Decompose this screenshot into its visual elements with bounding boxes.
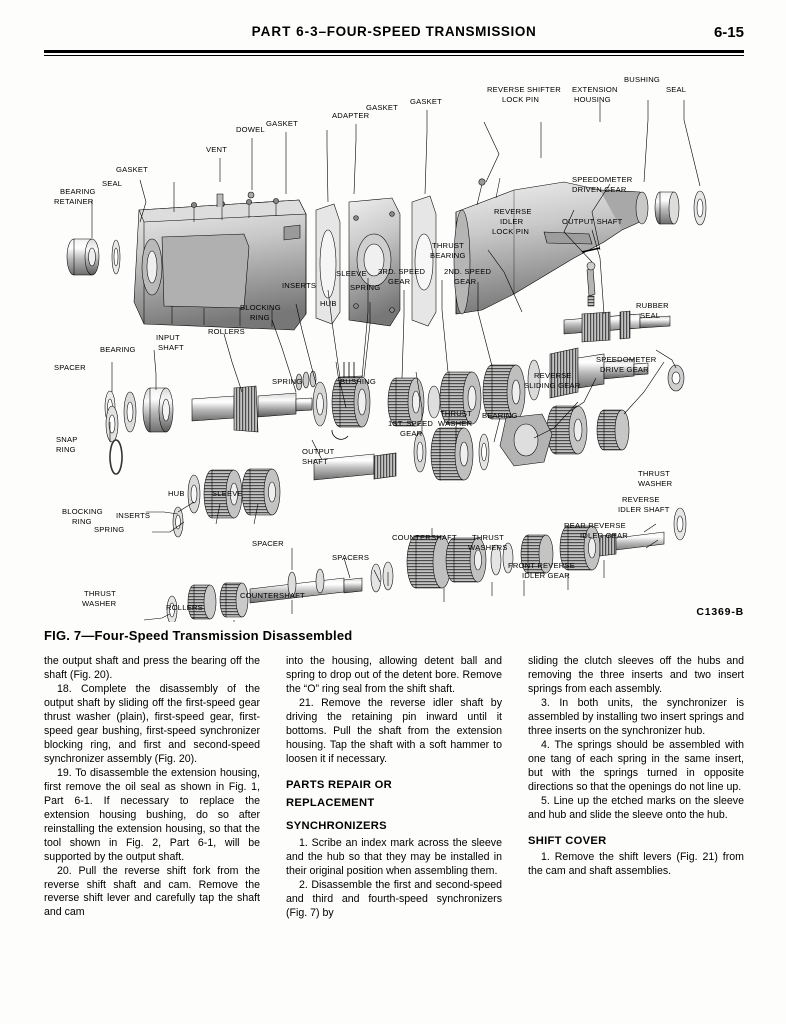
label-sliding-gear: SLIDING GEAR <box>524 381 581 390</box>
paragraph: the output shaft and press the bearing off the shaft (Fig. 20). <box>44 655 260 681</box>
label-lock-pin: LOCK PIN <box>502 95 540 104</box>
label-spacer-1: SPACER <box>54 363 86 372</box>
paragraph: 19. To disassemble the extension housing, first remove the oil seal as shown in Fig. 1, Part 6-1. If necessary to replace the extension housing bushing, do so after reinstalling the extension housing, so that the tool shown in Fig. 2, Part 6-1, will be supported by the output shaft. <box>44 766 260 863</box>
paragraph: 20. Pull the reverse shift fork from the reverse shift shaft and cam. Remove the reverse shift lever and carefully tap the shaft and cam <box>44 864 260 919</box>
label-spring-3: SPRING <box>94 525 125 534</box>
column-2 <box>286 655 502 995</box>
paragraph: 1. Remove the shift levers (Fig. 21) from the cam and shaft assemblies. <box>528 851 744 878</box>
label-gear-1st: GEAR <box>400 429 423 438</box>
label-bearing-3: BEARING <box>482 411 518 420</box>
label-reverse: REVERSE <box>494 207 532 216</box>
label-rear-reverse: REAR REVERSE <box>564 521 626 530</box>
label-sleeve-2: SLEEVE <box>212 489 243 498</box>
label-gear-2nd: GEAR <box>454 277 477 286</box>
paragraph: 21. Remove the reverse idler shaft by driving the retaining pin inward until it bottoms. Pull the shaft from the extension housing. Tap the shaft with a soft hammer to loosen it if necessary. <box>286 696 502 765</box>
header-rule <box>44 50 744 53</box>
figure-caption: FIG. 7—Four-Speed Transmission Disassembled <box>44 628 353 643</box>
label-adapter: ADAPTER <box>332 111 370 120</box>
paragraph: 3. In both units, the synchronizer is assembled by installing two insert springs and three inserts on the synchronizer hub. <box>528 696 744 737</box>
label-front-reverse: FRONT REVERSE <box>508 561 576 570</box>
label-vent: VENT <box>206 145 228 154</box>
header-dash: – <box>318 24 327 39</box>
label-idler-shaft: IDLER SHAFT <box>618 505 670 514</box>
label-gasket-3: GASKET <box>266 119 299 128</box>
label-blocking-1: BLOCKING <box>240 303 281 312</box>
label-inserts-1: INSERTS <box>282 281 317 290</box>
label-spring-1: SPRING <box>350 283 381 292</box>
transmission-exploded-diagram <box>44 62 744 622</box>
label-retainer: RETAINER <box>54 197 94 206</box>
label-bearing-thrust: BEARING <box>430 251 466 260</box>
label-output: OUTPUT <box>302 447 335 456</box>
label-spacer-2: SPACER <box>252 539 284 548</box>
label-gasket-1: GASKET <box>410 97 443 106</box>
label-thrust-2: THRUST <box>440 409 472 418</box>
label-speedometer-2: SPEEDOMETER <box>596 355 657 364</box>
label-inserts-2: INSERTS <box>116 511 151 520</box>
header-rule-thin <box>44 55 744 56</box>
label-bushing-2: BUSHING <box>340 377 376 386</box>
label-idler: IDLER <box>500 217 524 226</box>
label-washer-2: WASHER <box>438 419 473 428</box>
section-heading-shift-cover: SHIFT COVER <box>528 834 607 847</box>
body-columns <box>44 655 744 995</box>
paragraph: 4. The springs should be assembled with one tang of each spring in the same insert, but with the springs turned in opposite directions so that the openings do not line up. <box>528 738 744 793</box>
label-front-idler-gear: IDLER GEAR <box>522 571 570 580</box>
label-thrust-5: THRUST <box>84 589 116 598</box>
label-rubber: RUBBER <box>636 301 669 310</box>
label-bearing-2: BEARING <box>100 345 136 354</box>
label-reverse-2: REVERSE <box>534 371 572 380</box>
paragraph: 5. Line up the etched marks on the sleeve and hub and slide the sleeve onto the hub. <box>528 794 744 821</box>
label-washer-4: WASHER <box>638 479 673 488</box>
label-thrust-4: THRUST <box>638 469 670 478</box>
label-bearing-left: BEARING <box>60 187 96 196</box>
page-number: 6-15 <box>713 24 744 41</box>
label-idler-lock-pin: LOCK PIN <box>492 227 530 236</box>
label-output-shaft-top: OUTPUT SHAFT <box>562 217 623 226</box>
label-gasket-4: GASKET <box>116 165 149 174</box>
label-rollers-2: ROLLERS <box>166 603 203 612</box>
label-2nd-speed: 2ND. SPEED <box>444 267 492 276</box>
label-snap: SNAP <box>56 435 78 444</box>
page-header <box>44 24 744 52</box>
label-speedometer: SPEEDOMETER <box>572 175 633 184</box>
paragraph: 2. Disassemble the first and second-speed and third and fourth-speed synchronizers (Fig. 7) by <box>286 879 502 919</box>
label-ring-snap: RING <box>56 445 76 454</box>
section-heading-parts-repair: PARTS REPAIR OR <box>286 778 393 791</box>
label-1st-speed: 1ST. SPEED <box>388 419 434 428</box>
section-heading-replacement: REPLACEMENT <box>286 796 375 809</box>
label-driven-gear: DRIVEN GEAR <box>572 185 627 194</box>
label-ring-2: RING <box>72 517 92 526</box>
paragraph: 1. Scribe an index mark across the sleeve and the hub so that they may be installed in their original position when assembling them. <box>286 837 502 878</box>
paragraph: into the housing, allowing detent ball and spring to drop out of the detent bore. Remove the “O” ring seal from the shift shaft. <box>286 655 502 695</box>
label-blocking-2: BLOCKING <box>62 507 103 516</box>
label-thrust-3: THRUST <box>472 533 504 542</box>
paragraph: sliding the clutch sleeves off the hubs and removing the three inserts and two insert springs from each assembly. <box>528 655 744 695</box>
label-seal-left: SEAL <box>102 179 123 188</box>
label-seal-top: SEAL <box>666 85 687 94</box>
header-part-label: PART 6-3 <box>251 24 319 39</box>
label-gasket-2: GASKET <box>366 103 399 112</box>
label-hub-2: HUB <box>168 489 185 498</box>
label-rear-idler-gear: IDLER GEAR <box>580 531 628 540</box>
label-housing: HOUSING <box>574 95 611 104</box>
label-reverse-3: REVERSE <box>622 495 660 504</box>
label-spring-2: SPRING <box>272 377 303 386</box>
label-hub-1: HUB <box>320 299 337 308</box>
label-dowel: DOWEL <box>236 125 265 134</box>
section-heading-synchronizers: SYNCHRONIZERS <box>286 820 387 833</box>
label-bushing: BUSHING <box>624 75 660 84</box>
header-title <box>44 24 744 39</box>
label-countershaft-1: COUNTERSHAFT <box>392 533 457 542</box>
paragraph: 18. Complete the disassembly of the output shaft by sliding off the first-speed gear thrust washer (plain), first-speed gear, first-speed gear bushing, first-speed synchronizer blocking ring, and first and second-speed synchronizer assembly (Fig. 20). <box>44 682 260 765</box>
column-3 <box>528 655 744 995</box>
label-reverse-shifter: REVERSE SHIFTER <box>487 85 561 94</box>
label-countershaft-2: COUNTERSHAFT <box>240 591 305 600</box>
label-drive-gear: DRIVE GEAR <box>600 365 649 374</box>
label-sleeve-1: SLEEVE <box>336 269 367 278</box>
label-washer-5: WASHER <box>82 599 117 608</box>
label-input: INPUT <box>156 333 180 342</box>
label-seal-rubber: SEAL <box>640 311 661 320</box>
header-title-text: FOUR-SPEED TRANSMISSION <box>326 24 537 39</box>
column-1 <box>44 655 260 995</box>
exploded-view-figure <box>44 62 744 622</box>
label-input-shaft: SHAFT <box>158 343 184 352</box>
figure-code: C1369-B <box>696 606 744 618</box>
label-extension: EXTENSION <box>572 85 618 94</box>
label-rollers-1: ROLLERS <box>208 327 245 336</box>
label-thrust-1: THRUST <box>432 241 464 250</box>
label-spacers: SPACERS <box>332 553 370 562</box>
label-shaft-2: SHAFT <box>302 457 328 466</box>
label-ring-1: RING <box>250 313 270 322</box>
label-3rd-speed: 3RD. SPEED <box>378 267 426 276</box>
label-washers: WASHERS <box>468 543 508 552</box>
label-gear-3rd: GEAR <box>388 277 411 286</box>
